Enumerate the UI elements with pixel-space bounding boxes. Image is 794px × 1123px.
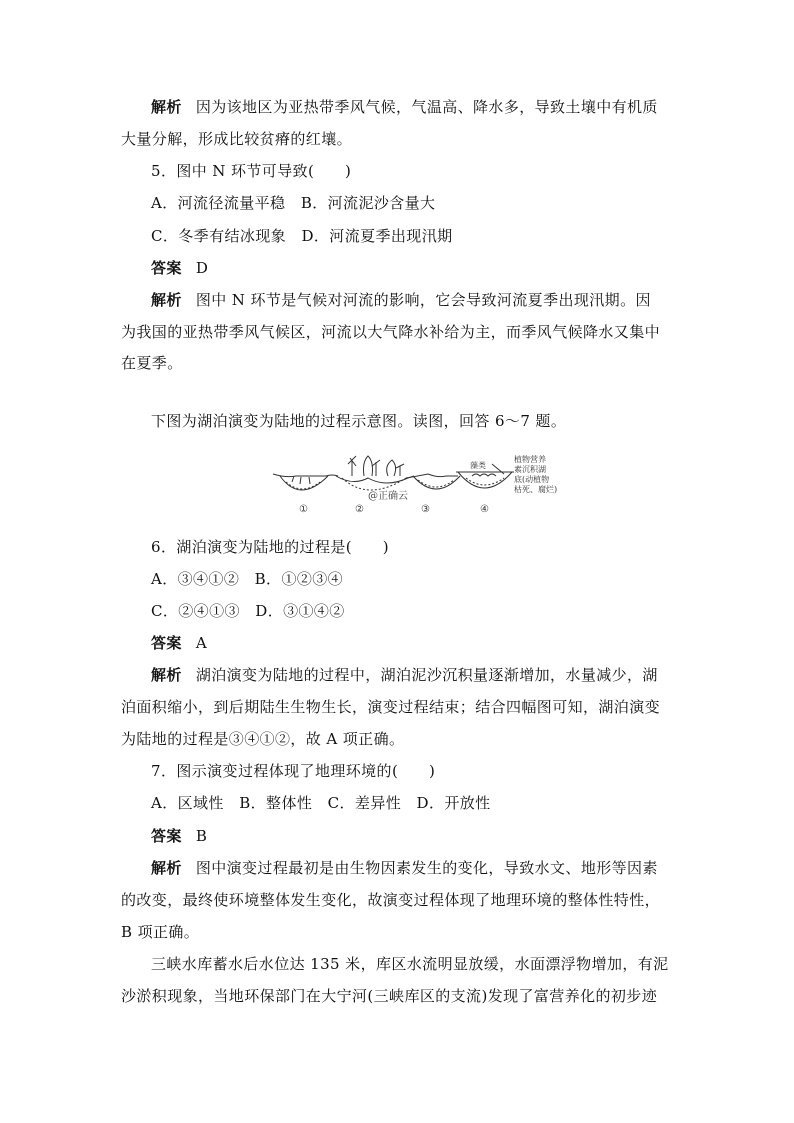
question-5-options-ab: A．河流径流量平稳 B．河流泥沙含量大: [151, 194, 436, 212]
question-6-options-ab: A．③④①② B．①②③④: [151, 570, 344, 588]
note-line-3: 底(动植物: [514, 475, 550, 484]
answer-line: [151, 258, 674, 278]
question-7-options: A．区域性 B．整体性 C．差异性 D．开放性: [151, 794, 491, 812]
question-6: 6．湖泊演变为陆地的过程是( ): [151, 538, 390, 556]
algae-label: 藻类: [470, 461, 486, 470]
lake-evolution-diagram: [268, 452, 568, 516]
watermark-text: @正确云: [368, 491, 408, 502]
text-line: 大量分解，形成比较贫瘠的红壤。: [121, 130, 353, 148]
answer-label: 答案: [151, 259, 182, 277]
text-line: 为陆地的过程是③④①②，故 A 项正确。: [121, 730, 405, 748]
text-line: 为我国的亚热带季风气候区，河流以大气降水补给为主，而季风气候降水又集中: [121, 323, 661, 341]
analysis-label: 解析: [151, 291, 182, 309]
answer-label: 答案: [151, 634, 182, 652]
answer-label: 答案: [151, 827, 182, 845]
text-line: 三峡水库蓄水后水位达 135 米，库区水流明显放缓，水面漂浮物增加，有泥: [151, 955, 669, 973]
note-line-2: 素沉积湖: [514, 465, 546, 474]
text-line: 泊面积缩小，到后期陆生生物生长，演变过程结束；结合四幅图可知，湖泊演变: [121, 698, 661, 716]
analysis-text: 图中演变过程最初是由生物因素发生的变化，导致水文、地形等因素: [195, 859, 658, 877]
analysis-line: [151, 665, 674, 685]
text-line: 在夏季。: [121, 354, 183, 372]
stage-label-3: ③: [421, 504, 430, 515]
question-7: 7．图示演变过程体现了地理环境的( ): [151, 762, 436, 780]
answer-line: [151, 826, 674, 846]
stage-1-sketch: [273, 474, 338, 490]
text-line: B 项正确。: [121, 923, 200, 941]
text-line: 的改变，最终使环境整体发生变化，故演变过程体现了地理环境的整体性特性，: [121, 891, 661, 909]
figure-intro: 下图为湖泊演变为陆地的过程示意图。读图，回答 6～7 题。: [151, 412, 567, 430]
stage-label-4: ④: [480, 504, 489, 515]
question-5-options-cd: C．冬季有结冰现象 D．河流夏季出现汛期: [151, 227, 453, 245]
stage-2-sketch: [336, 456, 414, 490]
note-line-4: 枯死、腐烂): [514, 485, 558, 494]
analysis-line: [151, 290, 674, 310]
answer-line: [151, 633, 674, 653]
text-line: 沙淤积现象，当地环保部门在大宁河(三峡库区的支流)发现了富营养化的初步迹: [121, 987, 658, 1005]
analysis-line: [151, 858, 674, 878]
analysis-text: 因为该地区为亚热带季风气候，气温高、降水多，导致土壤中有机质: [195, 98, 658, 116]
stage-label-2: ②: [355, 504, 364, 515]
answer-value: A: [195, 634, 208, 652]
stage-label-1: ①: [299, 504, 308, 515]
stage-3-sketch: [406, 474, 460, 489]
answer-value: D: [195, 259, 209, 277]
analysis-line: [151, 97, 674, 117]
question-5: 5．图中 N 环节可导致( ): [151, 162, 352, 180]
analysis-label: 解析: [151, 98, 182, 116]
answer-value: B: [195, 827, 208, 845]
note-line-1: 植物营养: [514, 455, 546, 464]
analysis-label: 解析: [151, 666, 182, 684]
question-6-options-cd: C．②④①③ D．③①④②: [151, 602, 345, 620]
analysis-text: 湖泊演变为陆地的过程中，湖泊泥沙沉积量逐渐增加，水量减少，湖: [195, 666, 658, 684]
analysis-text: 图中 N 环节是气候对河流的影响，它会导致河流夏季出现汛期。因: [195, 291, 651, 309]
analysis-label: 解析: [151, 859, 182, 877]
